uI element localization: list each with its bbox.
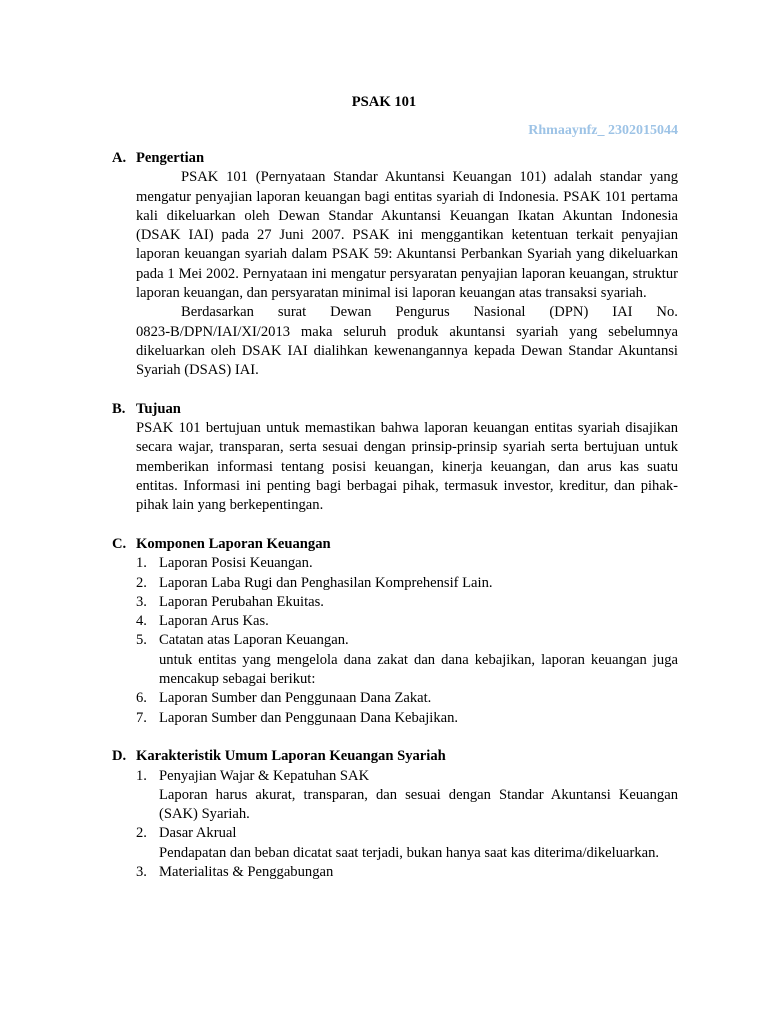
list-text: Laporan Posisi Keuangan. — [159, 555, 313, 572]
list-text: Laporan Laba Rugi dan Penghasilan Komprehensif Lain. — [159, 574, 493, 591]
document-body — [112, 149, 678, 882]
list-item-title: Penyajian Wajar & Kepatuhan SAK — [159, 767, 370, 784]
section-c — [112, 535, 678, 728]
list-item — [136, 574, 678, 593]
list-number: 1. — [136, 555, 147, 572]
section-c-list — [136, 554, 678, 728]
section-d-title: Karakteristik Umum Laporan Keuangan Syariah — [136, 748, 446, 765]
list-number: 5. — [136, 632, 147, 649]
word: Pengurus — [395, 304, 450, 321]
list-number: 6. — [136, 690, 147, 707]
word: IAI — [612, 304, 633, 321]
section-a-letter: A. — [112, 150, 127, 166]
word: Nasional — [473, 304, 526, 321]
section-b-paragraph: PSAK 101 bertujuan untuk memastikan bahwa laporan keuangan entitas syariah disajikan secara wajar, transparan, serta sesuai dengan prinsip-prinsip syariah serta bertujuan untuk memberikan informasi tentang posisi keuangan, kinerja keuangan, dan arus kas suatu entitas. Informasi ini penting bagi berbagai pihak, termasuk investor, kreditur, dan pihak-pihak lain yang berkepentingan. — [136, 420, 678, 514]
list-item — [136, 612, 678, 631]
section-b-letter: B. — [112, 400, 126, 417]
list-text: Laporan Arus Kas. — [159, 613, 269, 630]
section-c-title: Komponen Laporan Keuangan — [136, 535, 331, 552]
list-item-description: Pendapatan dan beban dicatat saat terjadi, bukan hanya saat kas diterima/dikeluarkan. — [159, 844, 660, 861]
list-text: Laporan Sumber dan Penggunaan Dana Kebajikan. — [159, 709, 459, 726]
section-a — [112, 149, 678, 381]
list-item — [136, 767, 678, 825]
list-number: 4. — [136, 613, 147, 630]
list-text: Laporan Perubahan Ekuitas. — [159, 593, 324, 610]
word: Berdasarkan — [181, 304, 254, 321]
list-item — [136, 554, 678, 573]
section-a-paragraph-2-rest: 0823-B/DPN/IAI/XI/2013 maka seluruh produk akuntansi syariah yang sebelumnya dikeluarkan oleh DSAK IAI dialihkan kewenangannya kepada Dewan Standar Akuntansi Syariah (DSAS) IAI. — [136, 323, 678, 379]
section-b — [112, 400, 678, 516]
list-text: Catatan atas Laporan Keuangan. — [159, 632, 349, 649]
list-number: 7. — [136, 709, 147, 726]
list-number: 1. — [136, 767, 147, 784]
word: (DPN) — [549, 304, 589, 321]
list-item — [136, 631, 678, 689]
section-c-letter: C. — [112, 535, 127, 552]
section-a-paragraph-1: PSAK 101 (Pernyataan Standar Akuntansi Keuangan 101) adalah standar yang mengatur penyajian laporan keuangan bagi entitas syariah di Indonesia. PSAK 101 pertama kali dikeluarkan oleh Dewan Standar Akuntansi Keuangan Ikatan Akuntan Indonesia (DSAK IAI) pada 27 Juni 2007. PSAK ini menggantikan ketentuan terkait penyajian laporan keuangan syariah dalam PSAK 59: Akuntansi Perbankan Syariah yang dikeluarkan pada 1 Mei 2002. Pernyataan ini mengatur persyaratan penyajian laporan keuangan, struktur laporan keuangan, dan persyaratan minimal isi laporan keuangan atas transaksi syariah. — [136, 169, 678, 302]
section-c-note: untuk entitas yang mengelola dana zakat dan dana kebajikan, laporan keuangan juga mencakup sebagai berikut: — [159, 651, 678, 688]
list-item — [136, 709, 678, 728]
list-text: Laporan Sumber dan Penggunaan Dana Zakat. — [159, 690, 432, 707]
document-title: PSAK 101 — [351, 94, 417, 110]
list-number: 2. — [136, 574, 147, 591]
list-item — [136, 593, 678, 612]
list-item-title: Dasar Akrual — [159, 825, 237, 842]
list-item — [136, 863, 678, 882]
author-line: Rhmaaynfz_ 2302015044 — [528, 123, 678, 138]
word: Dewan — [330, 304, 372, 321]
list-item-title: Materialitas & Penggabungan — [159, 863, 334, 880]
section-d-letter: D. — [112, 748, 127, 765]
word: surat — [277, 304, 307, 321]
section-a-paragraph-2-first-line — [136, 303, 678, 322]
list-number: 3. — [136, 593, 147, 610]
list-number: 3. — [136, 863, 147, 880]
word: No. — [656, 304, 678, 321]
section-d-list — [136, 767, 678, 883]
section-a-title: Pengertian — [136, 150, 205, 166]
list-item-description: Laporan harus akurat, transparan, dan sesuai dengan Standar Akuntansi Keuangan (SAK) Syariah. — [159, 786, 678, 823]
list-number: 2. — [136, 825, 147, 842]
section-d — [112, 747, 678, 882]
list-item — [136, 689, 678, 708]
section-a-paragraph-2 — [136, 303, 678, 380]
list-item — [136, 824, 678, 863]
section-b-title: Tujuan — [136, 400, 181, 417]
